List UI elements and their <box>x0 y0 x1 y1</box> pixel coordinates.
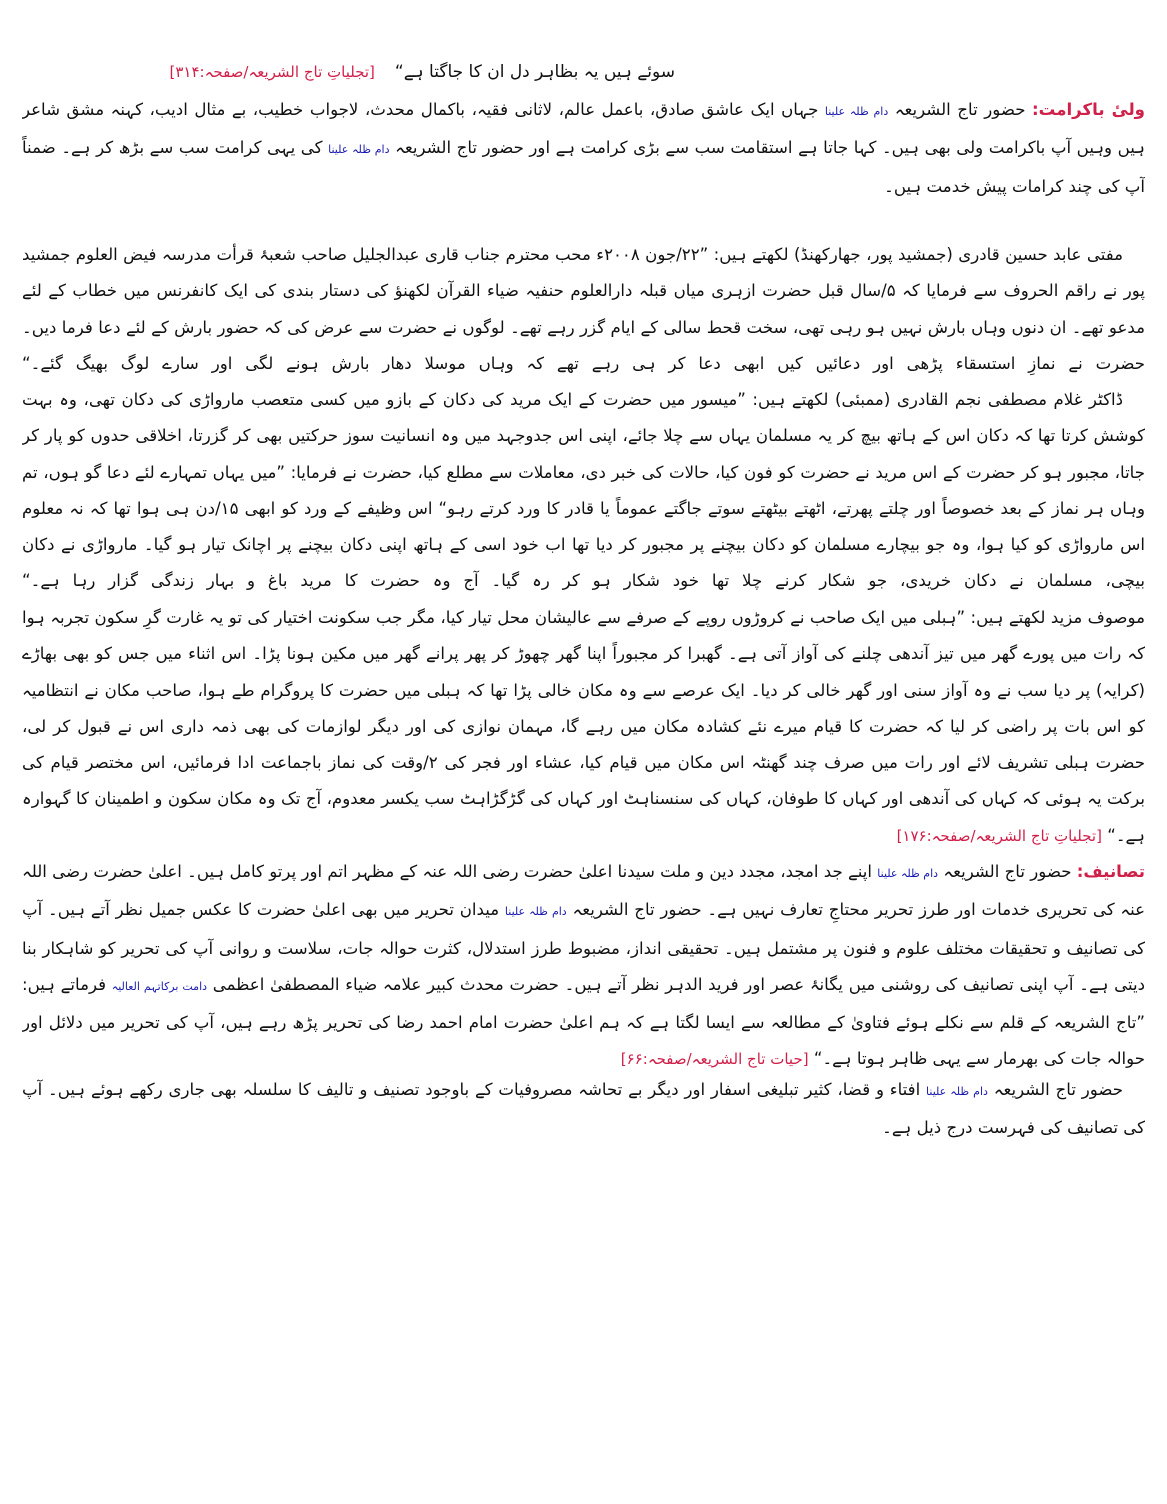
source-reference: [حیات تاج الشریعہ/صفحہ:۶۶] <box>620 1050 809 1069</box>
paragraph-mufti-abid-hussain <box>22 237 1145 382</box>
paragraph-text: حضور تاج الشریعہ دام ظلہ علینا افتاء و قضا، کثیر تبلیغی اسفار اور دیگر بے تحاشہ مصروفیات کے باوجود تصنیف و تالیف کا سلسلہ بھی جاری رکھے ہوئے ہیں۔ آپ کی تصانیف کی فہرست درج ذیل ہے۔ <box>22 1080 1145 1138</box>
source-reference: [تجلیاتِ تاج الشریعہ/صفحہ:۱۷۶] <box>896 826 1102 845</box>
honorific-phrase: دام ظلہ علینا <box>824 105 889 118</box>
honorific-phrase: دام ظلہ علینا <box>877 867 939 880</box>
honorific-phrase: دام ظلہ علینا <box>328 143 390 157</box>
poetry-couplet-ending: سوئے ہیں یہ بظاہر دل ان کا جاگتا ہے“ <box>394 62 675 82</box>
header-line <box>22 52 1145 92</box>
paragraph-tasaneef <box>22 854 1145 1072</box>
honorific-phrase: دامت برکاتہم العالیہ <box>111 979 208 993</box>
paragraph-hubli-house <box>22 600 1145 854</box>
paragraph-dr-ghulam-mustafa <box>22 382 1145 600</box>
paragraph-text: مفتی عابد حسین قادری (جمشید پور، جھارکھنڈ) لکھتے ہیں: ”۲۲/جون ۲۰۰۸ء محب محترم جناب قاری عبدالجلیل صاحب شعبۂ قرأت مدرسہ فیض العلوم جمشید پور نے راقم الحروف سے فرمایا کہ ۵/سال قبل حضرت ازہری میاں قبلہ دارالعلوم حنفیہ ضیاء القرآن لکھنؤ کی دستار بندی کی ایک کانفرنس میں خطاب کے لئے مدعو تھے۔ ان دنوں وہاں بارش نہیں ہو رہی تھی، سخت قحط سالی کے ایام گزر رہے تھے۔ لوگوں نے حضرت سے عرض کی کہ حضور بارش کے لئے دعا فرما دیں۔ حضرت نے نمازِ استسقاء پڑھی اور دعائیں کیں ابھی دعا کر ہی رہے تھے کہ وہاں موسلا دھار بارش ہونے لگی اور سارے لوگ بھیگ گئے۔“ <box>22 245 1145 373</box>
paragraph-text: حضور تاج الشریعہ دام ظلہ علینا جہاں ایک عاشق صادق، باعمل عالم، لاثانی فقیہ، باکمال محدث، لاجواب خطیب، بے مثال ادیب، کہنہ مشق شاعر ہیں وہیں آپ باکرامت ولی بھی ہیں۔ کہا جاتا ہے استقامت سب سے بڑی کرامت ہے اور حضور تاج الشریعہ دام ظلہ علینا کی یہی کرامت سب سے بڑھ کر ہے۔ ضمناً آپ کی چند کرامات پیش خدمت ہیں۔ <box>22 100 1145 196</box>
paragraph-wali-ba-karamat <box>22 92 1145 237</box>
paragraph-text: موصوف مزید لکھتے ہیں: ”ہبلی میں ایک صاحب نے کروڑوں روپے کے صرفے سے عالیشان محل تیار کیا، مگر جب سکونت اختیار کی تو یہ غارت گرِ سکون تجربہ ہوا کہ رات میں پورے گھر میں تیز آندھی چلنے کی آواز آتی ہے۔ گھبرا کر مجبوراً اپنا گھر چھوڑ کر پھر پرانے گھر میں مکین ہونا پڑا۔ اس اثناء میں جس کو بھی بھاڑے (کرایہ) پر دیا سب نے وہ آواز سنی اور گھر خالی کر دیا۔ ایک عرصے سے وہ مکان خالی پڑا تھا کہ ہبلی میں حضرت کا پروگرام طے ہوا، صاحب مکان نے انتظامیہ کو اس بات پر راضی کر لیا کہ حضرت کا قیام میرے نئے کشادہ مکان میں رہے گا، مہمان نوازی کی اور دیگر لوازمات کی بھی ذمہ داری اس نے قبول کر لی، حضرت ہبلی تشریف لائے اور رات میں صرف چند گھنٹہ اس مکان میں قیام کیا، عشاء اور فجر کی ۲/وقت کی نماز باجماعت ادا فرمائیں، اس مختصر قیام کی برکت یہ ہوئی کہ کہاں کی آندھی اور کہاں کا طوفان، کہاں کی سنسناہٹ اور کہاں کی گڑگڑاہٹ سب یکسر معدوم، آج تک وہ مکان سکون و اطمینان کا گہوارہ ہے۔“ <box>22 608 1145 845</box>
section-heading-wali-ba-karamat: ولیٔ باکرامت: <box>1032 100 1145 119</box>
paragraph-list-intro <box>22 1072 1145 1146</box>
paragraph-text: حضور تاج الشریعہ دام ظلہ علینا اپنے جد امجد، مجدد دین و ملت سیدنا اعلیٰ حضرت رضی اللہ عنہ کے مظہر اتم اور پرتو کامل ہیں۔ اعلیٰ حضرت رضی اللہ عنہ کی تحریری خدمات اور طرز تحریر محتاجِ تعارف نہیں ہے۔ حضور تاج الشریعہ دام ظلہ علینا میدان تحریر میں بھی اعلیٰ حضرت کا عکس جمیل نظر آتے ہیں۔ آپ کی تصانیف و تحقیقات مختلف علوم و فنون پر مشتمل ہیں۔ تحقیقی انداز، مضبوط طرز استدلال، کثرت حوالہ جات، سلاست و روانی آپ کی تحریر کو شاہکار بنا دیتی ہے۔ آپ اپنی تصانیف کی روشنی میں یگانۂ عصر اور فرید الدہر نظر آتے ہیں۔ حضرت محدث کبیر علامہ ضیاء المصطفیٰ اعظمی دامت برکاتہم العالیہ فرماتے ہیں: ”تاج الشریعہ کے قلم سے نکلے ہوئے فتاویٰ کے مطالعہ سے ایسا لگتا ہے کہ ہم اعلیٰ حضرت امام احمد رضا کی تحریر پڑھ رہے ہیں، آپ کی تحریر میں دلائل اور حوالہ جات کی بھرمار سے یہی ظاہر ہوتا ہے۔“ <box>22 862 1145 1069</box>
section-heading-tasaneef: تصانیف: <box>1076 862 1145 881</box>
paragraph-text: ڈاکٹر غلام مصطفی نجم القادری (ممبئی) لکھتے ہیں: ”میسور میں حضرت کے ایک مرید کی دکان کے بازو میں کسی متعصب مارواڑی کی دکان تھی، وہ بہت کوشش کرتا تھا کہ دکان اس کے ہاتھ بیچ کر یہ مسلمان یہاں سے چلا جائے، اپنی اس جدوجہد میں وہ انسانیت سوز حرکتیں بھی کر گزرتا، اخلاقی حدوں کو پار کر جاتا، مجبور ہو کر حضرت کے اس مرید نے حضرت کو فون کیا، حالات کی خبر دی، معاملات سے مطلع کیا، حضرت نے فرمایا: ”میں یہاں تمہارے لئے دعا گو ہوں، تم وہاں ہر نماز کے بعد خصوصاً اور چلتے پھرتے، اٹھتے بیٹھتے سوتے جاگتے عموماً یا قادر کا ورد کرتے رہو“ اس وظیفے کے ورد کو ابھی ۱۵/دن ہی ہوا تھا کہ نہ معلوم اس مارواڑی کو کیا ہوا، وہ جو بیچارے مسلمان کو دکان بیچنے پر مجبور کر دیا تھا اب خود اسی کے ہاتھ اپنی دکان بیچنے پر اچانک تیار ہو گیا۔ مارواڑی نے دکان بیچی، مسلمان نے دکان خریدی، جو شکار کرنے چلا تھا خود شکار ہو کر رہ گیا۔ آج وہ حضرت کا مرید باغ و بہار زندگی گزار رہا ہے۔“ <box>22 390 1145 591</box>
honorific-phrase: دام ظلہ علینا <box>504 905 567 919</box>
source-reference: [تجلیاتِ تاج الشریعہ/صفحہ:۳۱۴] <box>169 63 375 81</box>
honorific-phrase: دام ظلہ علینا <box>926 1085 988 1098</box>
